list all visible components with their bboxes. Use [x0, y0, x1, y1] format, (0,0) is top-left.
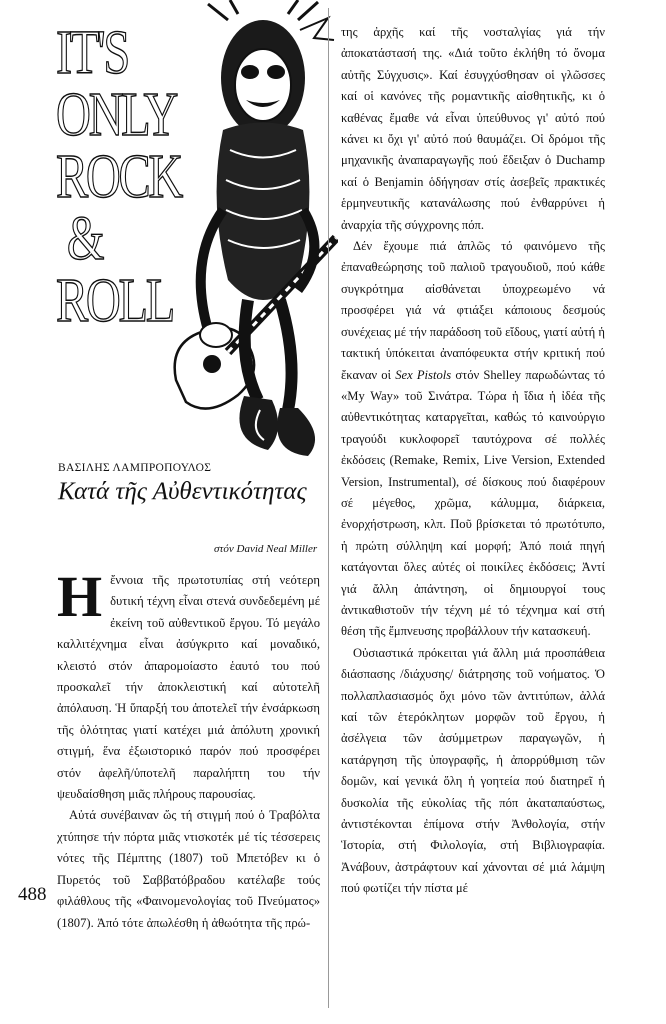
paragraph-4-part-b: στόν Shelley παρωδώντας τό «My Way» τοῦ Σινάτρα. Τώρα ἡ ἴδια ἡ ἰδέα τῆς αὐθεντικότητας καταργεῖται, καθώς τό καινούργιο τραγούδι κυκλοφορεῖ ταυτόχρονα σέ πολλές ἐκδόσεις (Remake, Remix, Live Version, Extended Version, Instrumental), σέ δίσκους πού διαφέρουν σέ μέγεθος, χρῶμα, κάλυμμα, διάρκεια, ἐνορχήστρωση, κλπ. Ποῦ βρίσκεται τό πρωτότυπο, ἡ πρώτη σύλληψη καί μορφή; Ἀπό ποιά πηγή κατάγονται ὅλες αὐτές οἱ ποικίλες ἐκδόσεις; Ἀντί γιά ἄλλη ἀπάντηση, οἱ δημιουργοί τους ἀντικαθιστοῦν τήν τέχνη μέ τό τέχνημα καί στή θέση τῆς ἔμπνευσης προβάλλουν τήν κατασκευή. [341, 367, 605, 639]
author-name: ΒΑΣΙΛΗΣ ΛΑΜΠΡΟΠΟΥΛΟΣ [58, 462, 212, 474]
title-line-5: ROLL [56, 267, 173, 335]
paragraph-1: ἔννοια τῆς πρωτοτυπίας στή νεότερη δυτική τέχνη εἶναι στενά συνδεδεμένη μέ ἐκείνη τοῦ αὐθεντικοῦ ἔργου. Τό μεγάλο καλλιτέχνημα εἶναι ἀσύγκριτο καί μοναδικό, κλειστό στόν ἀπαρομοίαστο ἑαυτό του πού προσκαλεῖ τήν ἀποκλειστική καί αὐτοτελῆ ἀπόλαυση. Ἡ ὕπαρξή του ἀποτελεῖ τήν ἐνσάρκωση τῆς ὁλότητας γιατί κατέχει μιά ἀπόλυτη χρονική στιγμή, ἕνα ἐξωιστορικό παρόν πού προσφέρει στόν ἀφελῆ/ὑποτελῆ παραλήπτη του τήν ψευδαίσθηση μιᾶς πλήρους παρουσίας. [57, 573, 320, 802]
title-line-4: & [66, 205, 103, 273]
title-line-2: ONLY [56, 81, 177, 149]
article-subtitle: Κατά τῆς Αὐθεντικότητας [58, 478, 307, 505]
drop-cap: Η [57, 564, 103, 629]
right-column [341, 22, 605, 900]
paragraph-4-part-a: Δέν ἔχουμε πιά ἁπλῶς τό φαινόμενο τῆς ἐπαναθεώρησης τοῦ παλιοῦ τραγουδιοῦ, πού κάθε συγκρότημα αἰσθάνεται ὑποχρεωμένο νά προσφέρει γιά νά φτιάξει κάποιους δεσμούς συνέχειας μέ τήν παράδοση τοῦ εἴδους, γιατί αὐτή ἡ τακτική ὑπόκειται ἀναπόφευκτα στήν κριτική πού ἔκαναν οἱ [341, 239, 605, 382]
page-number: 488 [18, 884, 47, 905]
paragraph-3: της ἀρχῆς καί τῆς νοσταλγίας γιά τήν ἀποκατάστασή της. «Διά τοῦτο ἐκλήθη τό ὄνομα αὐτῆς Σύγχυσις». Καί ἐσυγχύσθησαν οἱ γλῶσσες καί οἱ κανόνες τῆς ρομαντικῆς αἰσθητικῆς, κι ὁ καθένας ἔμαθε νά εἶναι ὑπεύθυνος γι' αὐτό πού κάνει κι ὄχι γι' αὐτό πού θαυμάζει. Οἱ δρόμοι τῆς μηχανικῆς ἀναπαραγωγῆς πού ἔδειξαν ὁ Duchamp καί ὁ Benjamin ὁδήγησαν στίς ἀσεβεῖς πρακτικές ἑρμηνευτικῆς κατανάλωσης πού ἐνθαρρύνει ἡ ἀναρχία τῆς σύγχρονης πόπ. [341, 25, 605, 232]
paragraph-5: Οὐσιαστικά πρόκειται γιά ἄλλη μιά προσπάθεια διάσπασης /διάχυσης/ διάτρησης τοῦ νοήματος. Ὁ πολλαπλασιασμός ὄχι μόνο τῶν ἀντιτύπων, ἀλλά καί τῶν ἑτερόκλητων μορφῶν τοῦ ἔργου, ἡ ἀσέλγεια τῶν ἀσύμμετρων παραγωγῶν, ἡ κατάργηση τῆς ὑπογραφῆς, ἡ ἀπορρύθμιση τῶν δομῶν, καί γενικά ὅλη ἡ γοητεία πού διατηρεῖ ἡ δυσκολία τῆς εὐκολίας τῆς πόπ ἀκαταπαύστως, ἀντιστέκονται ἐπίμονα στήν Ἀνθολογία, στήν Ἱστορία, στή Φιλολογία, στή Βιβλιογραφία. Ἀνάβουν, ἀστράφτουν καί χάνονται σέ μιά λάμψη πού φωτίζει τήν πίστα μέ [341, 645, 605, 896]
title-line-1: IT'S [56, 19, 128, 87]
title-line-3: ROCK [56, 143, 182, 211]
paragraph-2: Αὐτά συνέβαιναν ὥς τή στιγμή πού ὁ Τραβόλτα χτύπησε τήν πόρτα μιᾶς ντισκοτέκ μέ τίς τέσσερεις νότες τῆς Πέμπτης (1807) τοῦ Μπετόβεν κι ὁ Πυρετός τοῦ Σαββατόβραδου κατέλαβε τούς φιλάθλους τῆς «Φαινομενολογίας τοῦ Πνεύματος» (1807). Ἀπό τότε ἀπωλέσθη ἡ ἀθωότητα τῆς πρώ- [57, 808, 320, 930]
dedication: στόν David Neal Miller [214, 543, 318, 555]
column-divider [328, 8, 329, 1008]
rocker-bug-illustration [168, 0, 338, 470]
paragraph-4 [341, 236, 605, 643]
band-name: Sex Pistols [395, 367, 452, 382]
left-column [57, 548, 320, 934]
